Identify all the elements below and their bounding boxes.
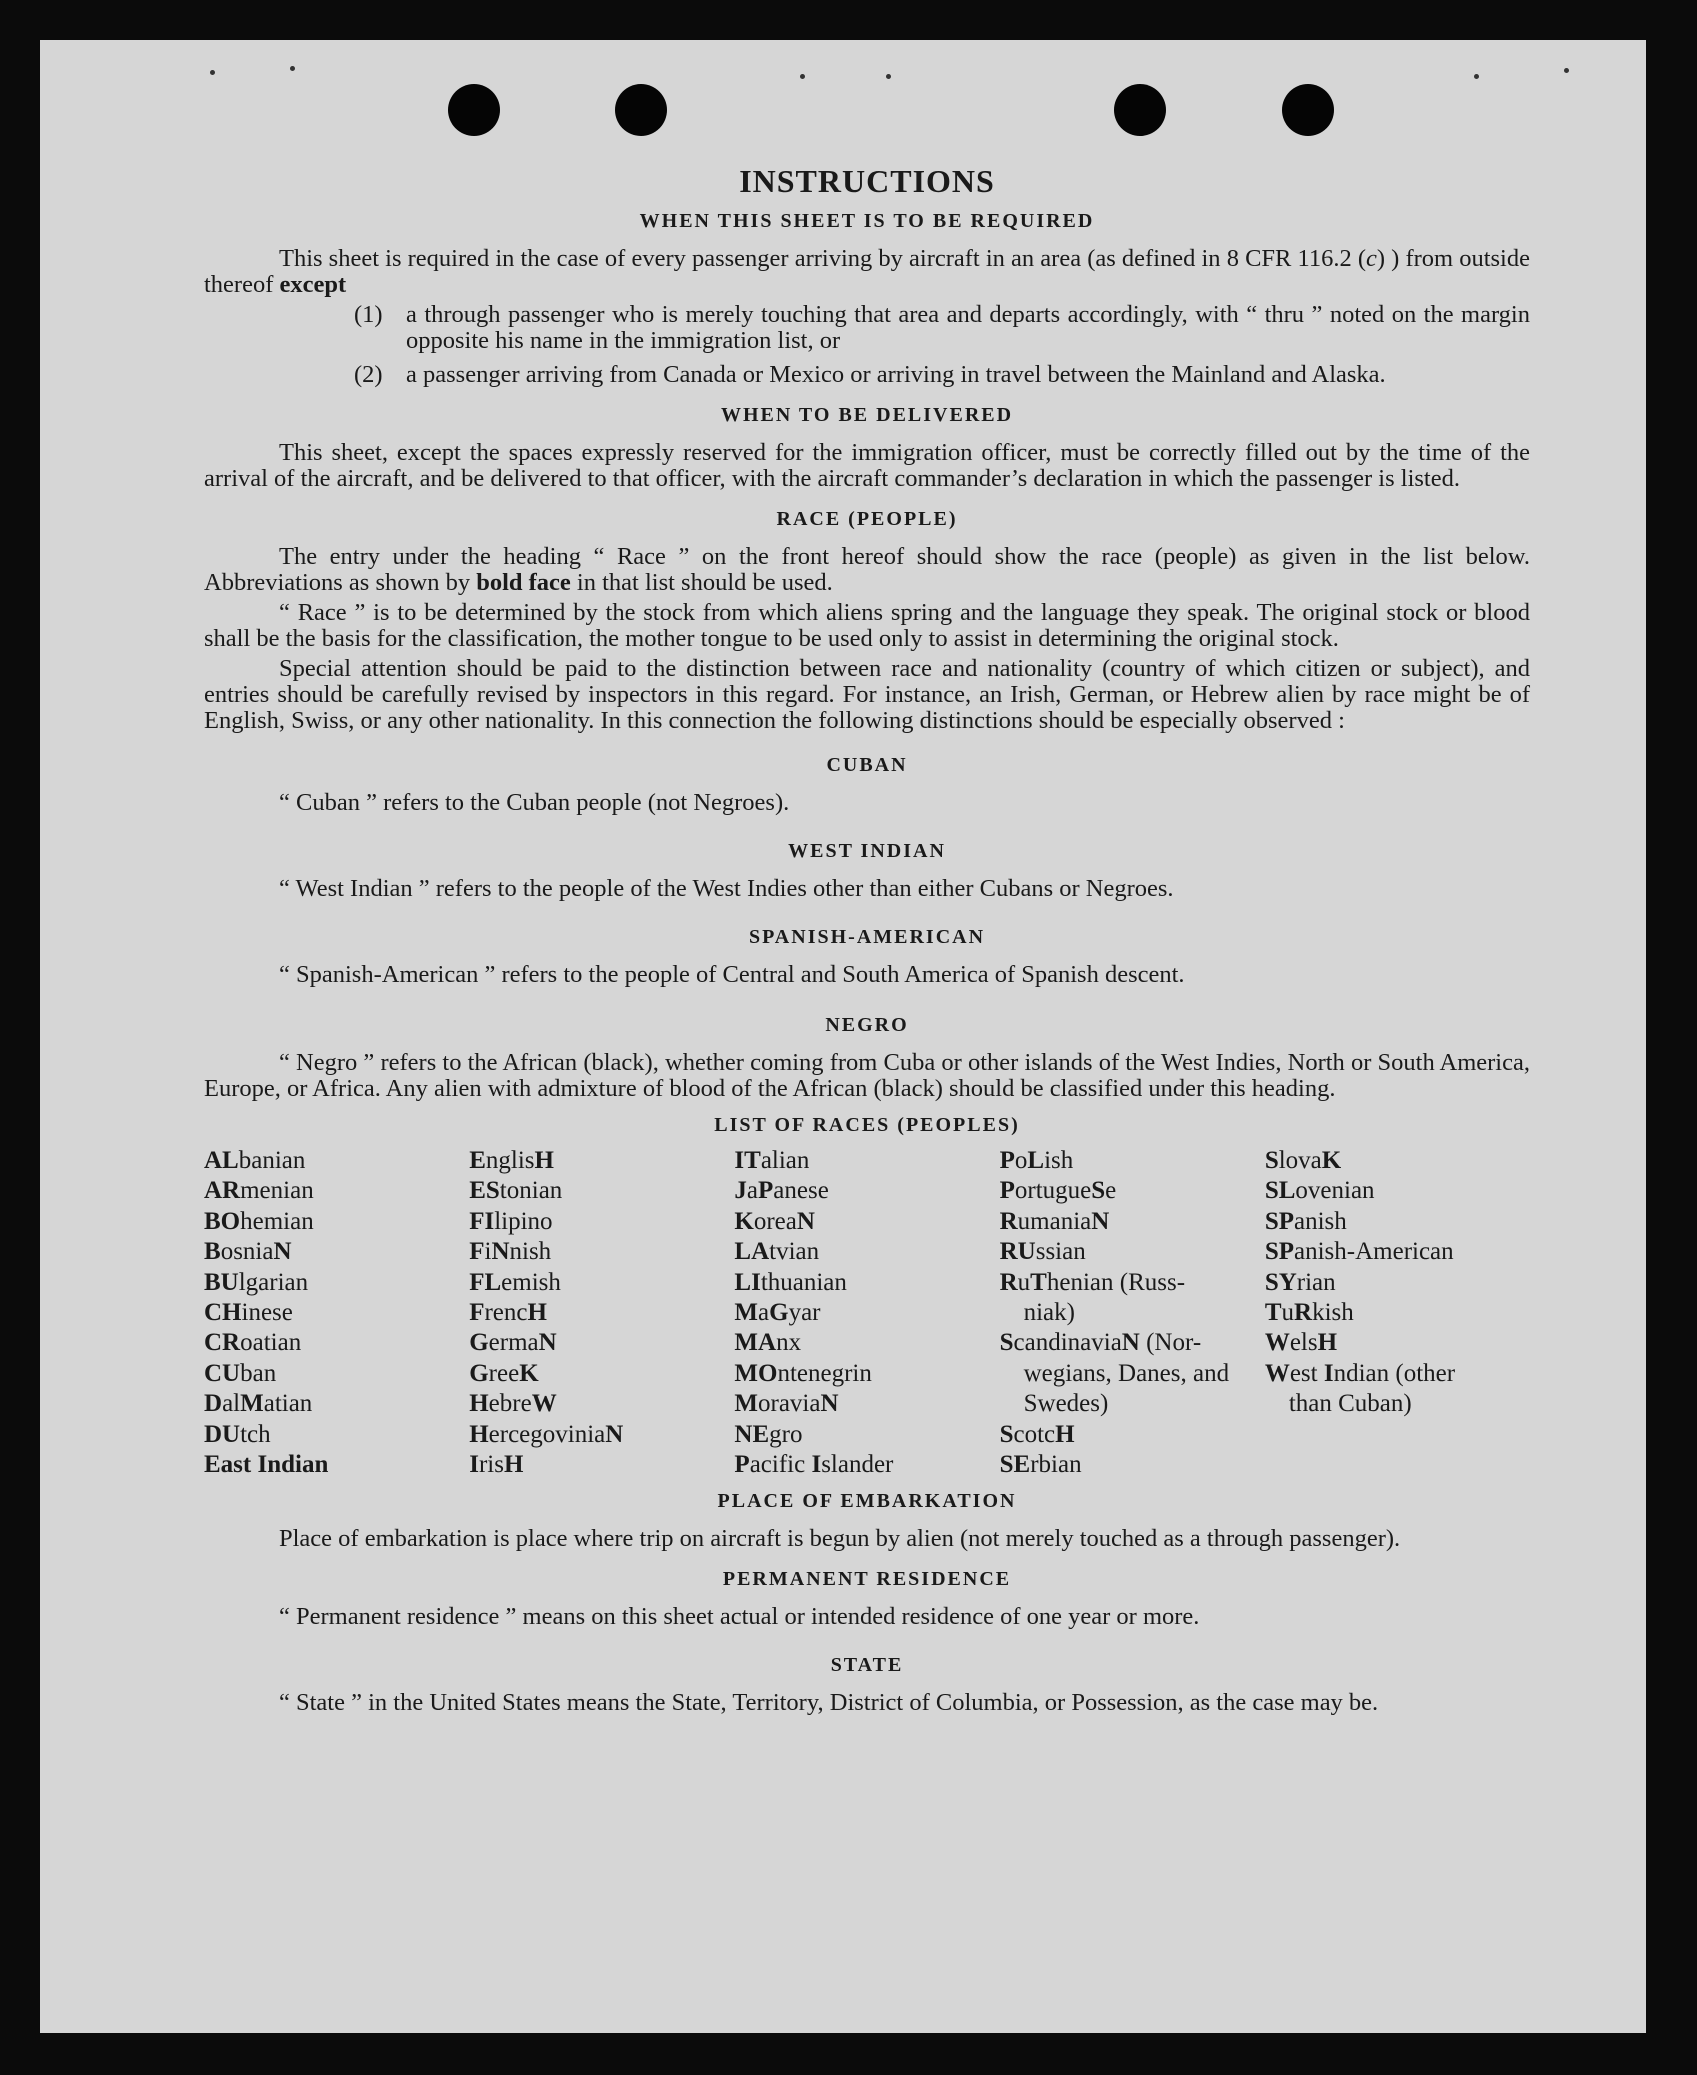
- when-delivered-text: This sheet, except the spaces expressly reserved for the immigration officer, must be correctly filled out by the time of the arrival of the aircraft, and be delivered to that officer, with the aircraft commander’s declaration in which the passenger is listed.: [204, 439, 1530, 492]
- speck: [886, 74, 891, 79]
- race-column: [1000, 1146, 1265, 1480]
- race-entry: SPanish: [1264, 1207, 1347, 1235]
- race-entry: East Indian: [204, 1451, 329, 1479]
- punch-hole: [1282, 84, 1334, 136]
- race-entry: MOntenegrin: [734, 1359, 872, 1387]
- heading-state: STATE: [830, 1654, 904, 1677]
- race-entry: RUssian: [999, 1238, 1086, 1266]
- race-entry: TuRkish: [1264, 1299, 1354, 1327]
- race-column: [204, 1146, 469, 1480]
- spanish-american-text: “ Spanish-American ” refers to the people of Central and South America of Spanish descent.: [279, 961, 1185, 988]
- speck: [1474, 74, 1479, 79]
- race-entry: KoreaN: [734, 1207, 815, 1235]
- race-entry: EnglisH: [469, 1147, 554, 1174]
- race-entry-continuation: wegians, Danes, and Swedes): [1023, 1359, 1230, 1418]
- race-entry: EStonian: [469, 1177, 563, 1205]
- exception-item: [354, 362, 1530, 388]
- race-entry: LAtvian: [734, 1238, 820, 1266]
- heading-west-indian: WEST INDIAN: [788, 840, 946, 862]
- race-entry: DalMatian: [204, 1390, 313, 1418]
- race-entry: MoraviaN: [734, 1390, 839, 1418]
- permanent-residence-text: “ Permanent residence ” means on this sheet actual or intended residence of one year or more.: [279, 1603, 1200, 1631]
- race-entry-continuation: niak): [1023, 1299, 1075, 1327]
- exception-text: a passenger arriving from Canada or Mexico or arriving in travel between the Mainland and Alaska.: [406, 361, 1386, 388]
- race-entry: DUtch: [204, 1420, 271, 1448]
- race-paragraph-1: The entry under the heading “ Race ” on the front hereof should show the race (people) as given in the list below. Abbreviations as shown by bold face in that list should be used.: [204, 543, 1530, 596]
- race-entry: JaPanese: [734, 1177, 829, 1205]
- race-entry: ScandinaviaN (Nor- wegians, Danes, and Swedes): [1000, 1328, 1265, 1419]
- exception-number: (1): [354, 301, 383, 328]
- races-table: [204, 1146, 1530, 1480]
- race-column: [1265, 1146, 1530, 1480]
- race-entry: ALbanian: [204, 1147, 306, 1174]
- race-entry: BUlgarian: [204, 1268, 309, 1296]
- state-text: “ State ” in the United States means the State, Territory, District of Columbia, or Possession, as the case may be.: [279, 1689, 1379, 1717]
- speck: [1564, 68, 1569, 73]
- race-entry: LIthuanian: [734, 1268, 847, 1296]
- heading-when-delivered: WHEN TO BE DELIVERED: [720, 404, 1014, 426]
- exception-number: (2): [354, 361, 383, 388]
- heading-cuban: CUBAN: [826, 754, 908, 776]
- race-entry: WelsH: [1264, 1329, 1338, 1357]
- race-entry: FLemish: [469, 1268, 561, 1296]
- race-entry: MaGyar: [734, 1299, 821, 1327]
- race-entry: CHinese: [204, 1299, 293, 1327]
- race-entry: NEgro: [734, 1420, 803, 1448]
- race-entry: SErbian: [999, 1451, 1082, 1479]
- race-entry: BosniaN: [204, 1238, 292, 1266]
- race-column: [734, 1146, 999, 1480]
- cuban-text: “ Cuban ” refers to the Cuban people (not Negroes).: [279, 789, 790, 816]
- heading-spanish-american: SPANISH-AMERICAN: [748, 926, 986, 948]
- race-entry: HebreW: [469, 1390, 557, 1418]
- exception-list: [354, 302, 1530, 388]
- heading-race: RACE (PEOPLE): [776, 508, 958, 530]
- race-entry: MAnx: [734, 1329, 802, 1357]
- heading-permanent-residence: PERMANENT RESIDENCE: [722, 1568, 1012, 1591]
- place-of-embarkation-text: Place of embarkation is place where trip on aircraft is begun by alien (not merely touched as a through passenger).: [279, 1525, 1401, 1553]
- heading-negro: NEGRO: [825, 1014, 909, 1036]
- race-entry: ARmenian: [204, 1177, 314, 1205]
- speck: [800, 74, 805, 79]
- race-entry: RuThenian (Russ- niak): [1000, 1268, 1265, 1329]
- punch-hole: [1114, 84, 1166, 136]
- heading-when-required: WHEN THIS SHEET IS TO BE REQUIRED: [639, 210, 1095, 232]
- race-entry: West Indian (other than Cuban): [1265, 1359, 1530, 1420]
- negro-text: “ Negro ” refers to the African (black), whether coming from Cuba or other islands of the West Indies, North or South America, Europe, or Africa. Any alien with admixture of blood of the African (black) should be classified under this heading.: [204, 1049, 1530, 1102]
- punch-hole: [615, 84, 667, 136]
- race-entry: HercegoviniaN: [469, 1420, 624, 1448]
- speck: [290, 66, 295, 71]
- race-entry: FrencH: [469, 1299, 547, 1327]
- race-entry: PortugueSe: [999, 1177, 1117, 1205]
- race-entry: ITalian: [734, 1147, 810, 1174]
- race-entry: Pacific Islander: [734, 1451, 894, 1479]
- heading-list-of-races: LIST OF RACES (PEOPLES): [714, 1114, 1020, 1136]
- race-entry-continuation: than Cuban): [1288, 1390, 1412, 1418]
- race-entry: ScotcH: [999, 1420, 1075, 1448]
- exception-item: [354, 302, 1530, 354]
- west-indian-text: “ West Indian ” refers to the people of the West Indies other than either Cubans or Negroes.: [279, 875, 1174, 902]
- race-column: [469, 1146, 734, 1480]
- race-entry: PoLish: [999, 1147, 1074, 1174]
- race-entry: SlovaK: [1264, 1147, 1342, 1174]
- race-entry: SPanish-American: [1264, 1238, 1454, 1266]
- race-entry: RumaniaN: [999, 1207, 1110, 1235]
- race-entry: SLovenian: [1264, 1177, 1375, 1205]
- race-entry: GreeK: [469, 1359, 539, 1387]
- race-paragraph-3: Special attention should be paid to the distinction between race and nationality (country of which citizen or subject), and entries should be carefully revised by inspectors in this regard. For instance, an Irish, German, or Hebrew alien by race might be of English, Swiss, or any other nationality. In this connection the following distinctions should be especially observed :: [204, 655, 1530, 734]
- race-entry: CUban: [204, 1359, 277, 1387]
- speck: [210, 70, 215, 75]
- race-entry: FiNnish: [469, 1238, 552, 1266]
- race-entry: BOhemian: [204, 1207, 314, 1235]
- document-title: INSTRUCTIONS: [739, 163, 995, 199]
- race-entry: SYrian: [1264, 1268, 1336, 1296]
- race-entry: FIlipino: [469, 1207, 553, 1235]
- race-entry: CRoatian: [204, 1329, 302, 1357]
- exception-text: a through passenger who is merely touching that area and departs accordingly, with “ thru ” noted on the margin opposite his name in the immigration list, or: [406, 301, 1530, 354]
- punch-hole: [448, 84, 500, 136]
- instructions-content: [204, 163, 1530, 1717]
- race-entry: GermaN: [469, 1329, 557, 1357]
- race-entry: IrisH: [469, 1451, 524, 1479]
- race-paragraph-2: “ Race ” is to be determined by the stock from which aliens spring and the language they speak. The original stock or blood shall be the basis for the classification, the mother tongue to be used only to assist in determining the original stock.: [204, 599, 1530, 652]
- document-page: [40, 40, 1646, 2033]
- when-required-intro: This sheet is required in the case of every passenger arriving by aircraft in an area (as defined in 8 CFR 116.2 (c) ) from outside thereof except: [204, 245, 1530, 298]
- heading-place-of-embarkation: PLACE OF EMBARKATION: [717, 1490, 1017, 1513]
